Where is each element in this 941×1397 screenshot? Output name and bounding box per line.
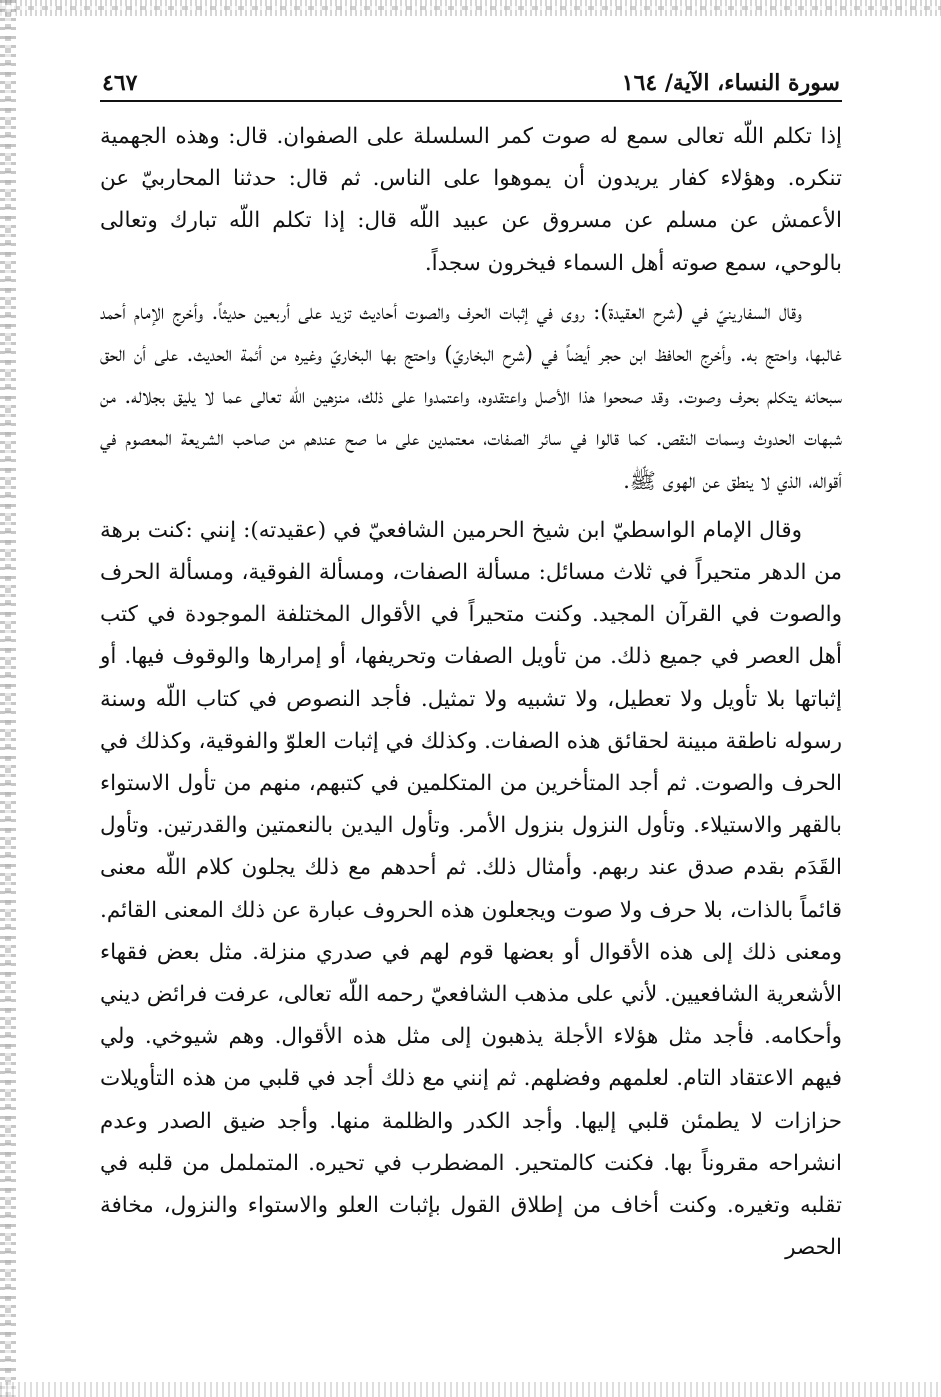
book-page xyxy=(100,62,842,1276)
page-body xyxy=(100,116,842,1269)
page-number: ٤٦٧ xyxy=(102,70,138,96)
scan-edge-top xyxy=(0,0,941,16)
paragraph-3: وقال الإمام الواسطيّ ابن شيخ الحرمين الشافعيّ في (عقيدته): إنني :كنت برهة من الدهر متحيراً في ثلاث مسائل: مسألة الصفات، ومسألة الفوقية، ومسألة الحرف والصوت في القرآن المجيد. وكنت متحيراً في الأقوال المختلفة الموجودة في كتب أهل العصر في جميع ذلك. من تأويل الصفات وتحريفها، أو إمرارها والوقوف فيها. أو إثباتها بلا تأويل ولا تعطيل، ولا تشبيه ولا تمثيل. فأجد النصوص في كتاب اللّه وسنة رسوله ناطقة مبينة لحقائق هذه الصفات. وكذلك في إثبات العلوّ والفوقية، وكذلك في الحرف والصوت. ثم أجد المتأخرين من المتكلمين في كتبهم، منهم من تأول الاستواء بالقهر والاستيلاء. وتأول النزول بنزول الأمر. وتأول اليدين بالنعمتين والقدرتين. وتأول القَدَم بقدم صدق عند ربهم. وأمثال ذلك. ثم أحدهم مع ذلك يجلون كلام اللّه معنى قائماً بالذات، بلا حرف ولا صوت ويجعلون هذه الحروف عبارة عن ذلك المعنى القائم. ومعنى ذلك إلى هذه الأقوال أو بعضها قوم لهم في صدري منزلة. مثل بعض فقهاء الأشعرية الشافعيين. لأني على مذهب الشافعيّ رحمه اللّه تعالى، عرفت فرائض ديني وأحكامه. فأجد مثل هؤلاء الأجلة يذهبون إلى مثل هذه الأقوال. وهم شيوخي. ولي فيهم الاعتقاد التام. لعلمهم وفضلهم. ثم إنني مع ذلك أجد في قلبي من هذه التأويلات حزازات لا يطمئن قلبي إليها. وأجد الكدر والظلمة منها. وأجد ضيق الصدر وعدم انشراحه مقروناً بها. فكنت كالمتحير. المضطرب في تحيره. المتململ من قلبه في تقلبه وتغيره. وكنت أخاف من إطلاق القول بإثبات العلو والاستواء والنزول، مخافة الحصر xyxy=(100,517,842,1261)
paragraph-2: وقال السفارينيّ في (شرح العقيدة): روى في إثبات الحرف والصوت أحاديث تزيد على أربعين حديثاً. وأخرج الإمام أحمد غالبها، واحتج به. وأخرج الحافظ ابن حجر أيضاً في (شرح البخاريّ) واحتج بها البخاريّ وغيره من أئمة الحديث. على أن الحق سبحانه يتكلم بحرف وصوت. وقد صححوا هذا الأصل واعتقدوه، واعتمدوا على ذلك، منزهين اللّه تعالى عما لا يليق بجلاله. من شبهات الحدوث وسمات النقص. كما قالوا في سائر الصفات، معتمدين على ما صح عندهم من صاحب الشريعة المعصوم في أقواله، الذي لا ينطق عن الهوى ﷺ. xyxy=(100,299,842,494)
scan-edge-left xyxy=(0,0,16,1397)
page-header xyxy=(100,62,842,102)
surah-title: سورة النساء، الآية/ ١٦٤ xyxy=(621,70,840,96)
scan-edge-bottom xyxy=(0,1382,941,1397)
paragraph-1: إذا تكلم اللّه تعالى سمع له صوت كمر السلسلة على الصفوان. قال: وهذه الجهمية تنكره. وهؤلاء كفار يريدون أن يموهوا على الناس. ثم قال: حدثنا المحاربيّ عن الأعمش عن مسلم عن مسروق عن عبيد اللّه قال: إذا تكلم اللّه تبارك وتعالى بالوحي، سمع صوته أهل السماء فيخرون سجداً. xyxy=(100,124,843,276)
